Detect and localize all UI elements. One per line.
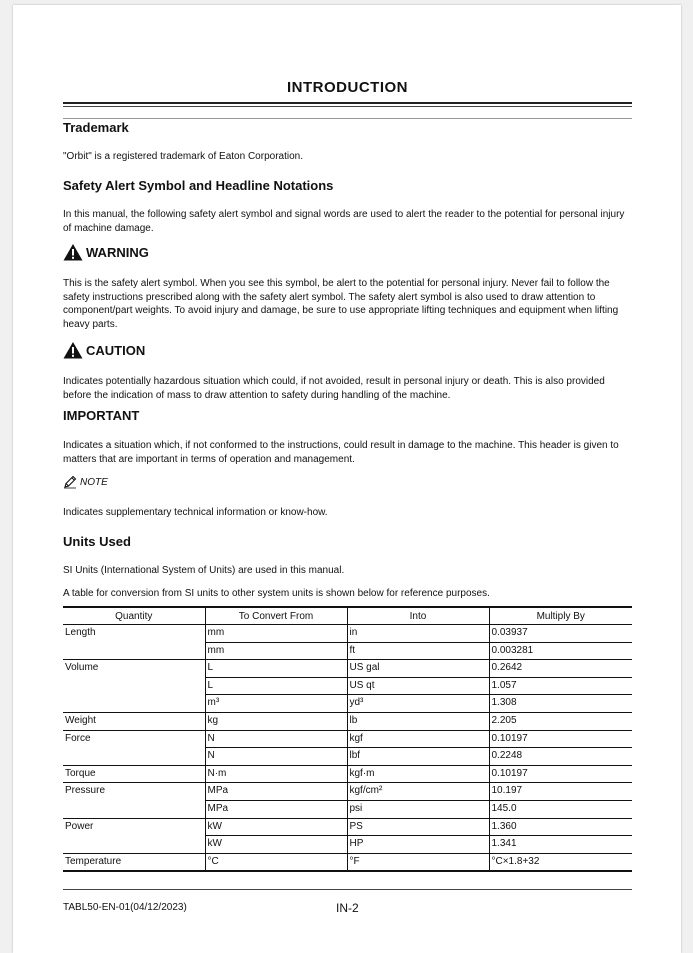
table-row: [63, 625, 632, 643]
cell-from: N: [205, 748, 347, 766]
cell-factor: 2.205: [489, 712, 632, 730]
table-row: [63, 765, 632, 783]
table-row: [63, 783, 632, 801]
caution-label: CAUTION: [86, 342, 146, 358]
trademark-heading: Trademark: [63, 120, 129, 135]
cell-quantity: [63, 748, 205, 766]
column-header-from: To Convert From: [205, 607, 347, 625]
cell-factor: 1.057: [489, 677, 632, 695]
cell-factor: 0.2248: [489, 748, 632, 766]
table-row: [63, 712, 632, 730]
conversion-table-body: [63, 625, 632, 872]
cell-quantity: [63, 642, 205, 660]
cell-into: in: [347, 625, 489, 643]
table-row: [63, 695, 632, 713]
cell-into: US qt: [347, 677, 489, 695]
cell-factor: 1.360: [489, 818, 632, 836]
cell-from: MPa: [205, 783, 347, 801]
cell-into: US gal: [347, 660, 489, 678]
title-rule-thin: [63, 106, 632, 107]
cell-quantity: Force: [65, 732, 91, 744]
cell-into: yd³: [347, 695, 489, 713]
cell-from: kW: [205, 836, 347, 854]
cell-from: mm: [205, 625, 347, 643]
table-row: [63, 642, 632, 660]
safety-heading: Safety Alert Symbol and Headline Notations: [63, 178, 334, 193]
cell-into: HP: [347, 836, 489, 854]
cell-quantity: Weight: [63, 712, 205, 730]
note-label: NOTE: [80, 476, 108, 488]
cell-from: MPa: [205, 800, 347, 818]
cell-into: ft: [347, 642, 489, 660]
cell-factor: 0.10197: [489, 765, 632, 783]
cell-from: N: [205, 730, 347, 748]
important-heading: IMPORTANT: [63, 408, 140, 423]
cell-factor: 0.10197: [489, 730, 632, 748]
cell-quantity: Power: [65, 820, 94, 832]
cell-into: kgf: [347, 730, 489, 748]
cell-from: kW: [205, 818, 347, 836]
column-header-into: Into: [347, 607, 489, 625]
footer-page-number: IN-2: [336, 901, 359, 915]
cell-from: mm: [205, 642, 347, 660]
table-row: [63, 818, 632, 836]
cell-from: N·m: [205, 765, 347, 783]
cell-into: psi: [347, 800, 489, 818]
important-text: Indicates a situation which, if not conformed to the instructions, could result in damage to the machine. This header is given to matters that are important in terms of operation and management.: [63, 440, 619, 465]
cell-into: kgf·m: [347, 765, 489, 783]
warning-label: WARNING: [86, 244, 149, 260]
cell-factor: °C×1.8+32: [489, 853, 632, 871]
table-row: [63, 800, 632, 818]
footer-rule: [63, 889, 632, 890]
table-row: [63, 853, 632, 871]
cell-factor: 1.341: [489, 836, 632, 854]
cell-factor: 1.308: [489, 695, 632, 713]
cell-into: lbf: [347, 748, 489, 766]
document-page: [13, 5, 681, 953]
warning-signal: [63, 243, 149, 261]
table-row: [63, 836, 632, 854]
column-header-multiply: Multiply By: [489, 607, 632, 625]
cell-quantity: [63, 800, 205, 818]
cell-into: PS: [347, 818, 489, 836]
trademark-text: "Orbit" is a registered trademark of Eaton Corporation.: [63, 151, 303, 162]
title-rule-thick: [63, 102, 632, 104]
cell-from: m³: [205, 695, 347, 713]
caution-triangle-icon: [63, 341, 83, 359]
table-row: [63, 660, 632, 678]
table-header-row: [63, 607, 632, 625]
cell-factor: 10.197: [489, 783, 632, 801]
page-title: INTRODUCTION: [287, 79, 408, 96]
cell-from: kg: [205, 712, 347, 730]
cell-from: L: [205, 660, 347, 678]
cell-quantity: [63, 695, 205, 713]
cell-factor: 0.03937: [489, 625, 632, 643]
si-units-text: SI Units (International System of Units) are used in this manual.: [63, 565, 345, 576]
warning-triangle-icon: [63, 243, 83, 261]
cell-factor: 0.2642: [489, 660, 632, 678]
table-row: [63, 730, 632, 748]
section-rule: [63, 118, 632, 119]
cell-from: °C: [205, 853, 347, 871]
table-intro: A table for conversion from SI units to other system units is shown below for reference purposes.: [63, 588, 490, 599]
caution-text: Indicates potentially hazardous situation which could, if not avoided, result in personal injury or death. This is also provided before the indication of mass to draw attention to safety during handling of the machine.: [63, 376, 605, 401]
cell-quantity: Torque: [63, 765, 205, 783]
caution-signal: [63, 341, 145, 359]
note-text: Indicates supplementary technical information or know-how.: [63, 507, 328, 518]
pencil-note-icon: [63, 475, 77, 489]
cell-quantity: Pressure: [65, 785, 106, 797]
footer-doc-id: TABL50-EN-01(04/12/2023): [63, 902, 187, 913]
table-row: [63, 748, 632, 766]
cell-into: kgf/cm²: [347, 783, 489, 801]
cell-factor: 0.003281: [489, 642, 632, 660]
table-row: [63, 677, 632, 695]
cell-from: L: [205, 677, 347, 695]
cell-factor: 145.0: [489, 800, 632, 818]
conversion-table: [63, 606, 632, 872]
column-header-quantity: Quantity: [63, 607, 205, 625]
cell-quantity: [63, 677, 205, 695]
note-signal: [63, 475, 108, 489]
units-heading: Units Used: [63, 534, 131, 549]
cell-quantity: Volume: [65, 662, 99, 674]
safety-intro: In this manual, the following safety alert symbol and signal words are used to alert the reader to the potential for personal injury of machine damage.: [63, 209, 625, 234]
cell-into: lb: [347, 712, 489, 730]
warning-text: This is the safety alert symbol. When you see this symbol, be alert to the potential for personal injury. Never fail to follow the safety instructions prescribed along with the safety alert symbol. The safety alert symbol is also used to draw attention to component/part weights. To avoid injury and damage, be sure to use appropriate lifting techniques and equipment when lifting heavy parts.: [63, 278, 619, 330]
cell-quantity: Temperature: [63, 853, 205, 871]
cell-into: °F: [347, 853, 489, 871]
cell-quantity: Length: [65, 627, 96, 638]
cell-quantity: [63, 836, 205, 854]
